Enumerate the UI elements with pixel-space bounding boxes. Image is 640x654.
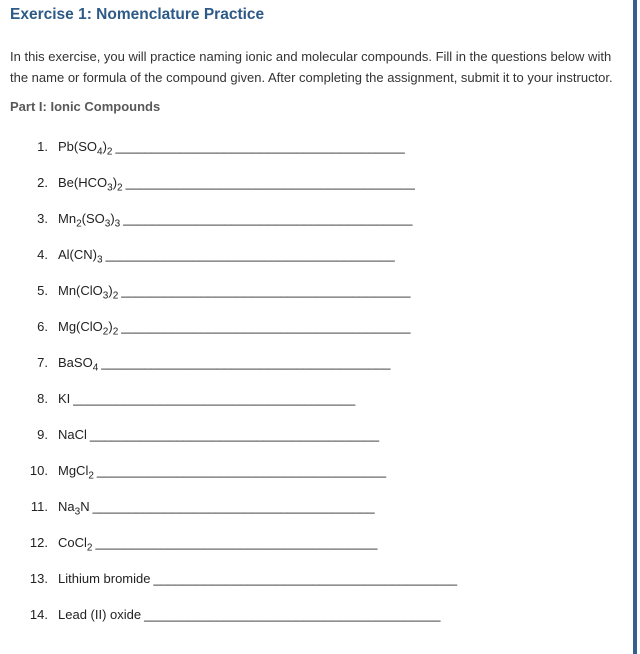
answer-blank[interactable]: ________________________________________ <box>101 354 391 370</box>
item-number: 8. <box>37 390 48 406</box>
list-item <box>10 560 620 596</box>
item-number: 3. <box>37 210 48 226</box>
intro-paragraph: In this exercise, you will practice naming ionic and molecular compounds. Fill in the questions below with the name or formula of the compound given. After completing the assignment, submit it to your instructor. <box>10 49 613 85</box>
item-number: 12. <box>29 534 48 550</box>
compound-formula: CoCl$_2$ <box>58 534 93 554</box>
compound-formula: $Be(HCO_3)_2$ <box>58 174 123 194</box>
compound-formula: $Mg(ClO_2)_2$ <box>58 318 119 338</box>
item-number: 5. <box>37 282 48 298</box>
section-heading: Part I: Ionic Compounds <box>10 99 161 114</box>
compound-list <box>10 128 620 632</box>
list-item <box>10 164 620 200</box>
compound-formula: $Mn(ClO_3)_2$ <box>58 282 119 302</box>
compound-formula: Lead (II) oxide <box>58 606 142 622</box>
list-item <box>10 524 620 560</box>
list-item <box>10 200 620 236</box>
item-number: 2. <box>37 174 48 190</box>
item-number: 7. <box>37 354 48 370</box>
list-item <box>10 452 620 488</box>
answer-blank[interactable]: ________________________________________ <box>89 426 380 442</box>
page-title: Exercise 1: Nomenclature Practice <box>10 6 265 23</box>
compound-formula: $Na_3N$ <box>58 498 90 518</box>
compound-formula: $Mn_2(SO_3)_3$ <box>58 210 121 230</box>
item-number: 4. <box>37 246 48 262</box>
answer-blank[interactable]: _______________________________________ <box>73 390 356 406</box>
item-number: 11. <box>30 498 48 514</box>
compound-formula: $Al(CN)_3$ <box>58 246 103 266</box>
compound-formula: Lithium bromide <box>58 570 151 586</box>
compound-formula: BaSO$_4$ <box>58 354 99 374</box>
list-item <box>10 344 620 380</box>
list-item <box>10 308 620 344</box>
item-number: 9. <box>37 426 48 442</box>
answer-blank[interactable]: ________________________________________ <box>105 246 395 262</box>
list-item <box>10 488 620 524</box>
answer-blank[interactable]: _______________________________________ <box>92 498 375 514</box>
compound-formula: MgCl$_2$ <box>58 462 94 482</box>
compound-formula: NaCl <box>58 426 87 442</box>
list-item <box>10 236 620 272</box>
answer-blank[interactable]: ________________________________________ <box>121 318 411 334</box>
answer-blank[interactable]: ________________________________________ <box>121 282 411 298</box>
list-item <box>10 272 620 308</box>
item-number: 13. <box>29 570 48 586</box>
list-item <box>10 596 620 632</box>
item-number: 14. <box>29 606 48 622</box>
list-item <box>10 416 620 452</box>
item-number: 1. <box>37 138 48 154</box>
list-item <box>10 128 620 164</box>
item-number: 10. <box>29 462 48 478</box>
answer-blank[interactable]: ________________________________________ <box>125 174 415 190</box>
answer-blank[interactable]: _______________________________________ <box>95 534 378 550</box>
list-item <box>10 380 620 416</box>
answer-blank[interactable]: _________________________________________ <box>144 606 441 622</box>
compound-formula: $Pb(SO_4)_2$ <box>58 138 113 158</box>
answer-blank[interactable]: ________________________________________ <box>123 210 413 226</box>
page-right-border <box>633 0 637 654</box>
item-number: 6. <box>37 318 48 334</box>
answer-blank[interactable]: __________________________________________ <box>153 570 458 586</box>
compound-formula: KI <box>58 390 71 406</box>
answer-blank[interactable]: ________________________________________ <box>115 138 405 154</box>
answer-blank[interactable]: ________________________________________ <box>96 462 387 478</box>
